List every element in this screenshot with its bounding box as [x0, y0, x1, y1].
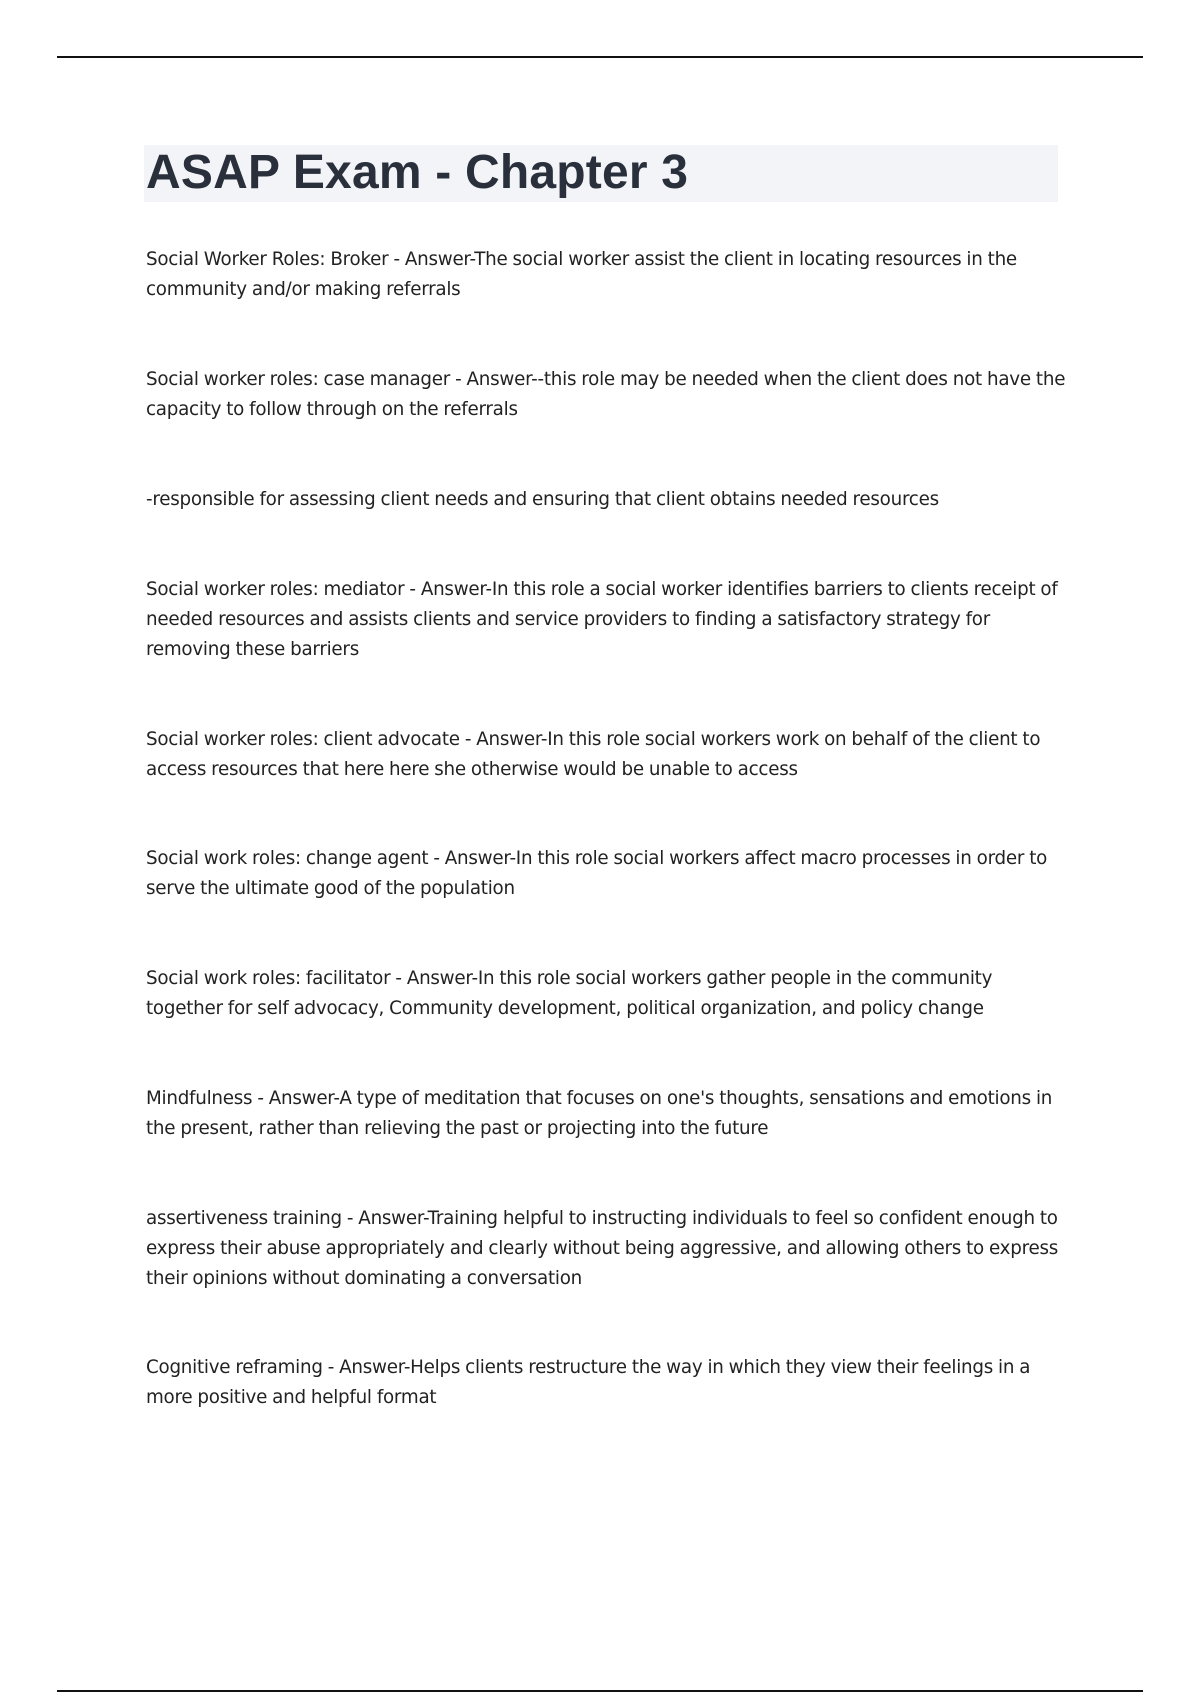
- flashcard-entry: assertiveness training - Answer-Training helpful to instructing individuals to feel so confident enough to express their abuse appropriately and clearly without being aggressive, and allowing others to express their opinions without dominating a conversation: [146, 1208, 1059, 1289]
- flashcard-entry: Social work roles: change agent - Answer-In this role social workers affect macro processes in order to serve the ultimate good of the population: [146, 848, 1048, 899]
- flashcard-entry: Social worker roles: mediator - Answer-In this role a social worker identifies barriers to clients receipt of needed resources and assists clients and service providers to finding a satisfactory strategy for removing these barriers: [146, 579, 1058, 660]
- top-divider: [57, 56, 1143, 58]
- flashcard-entry: Cognitive reframing - Answer-Helps clients restructure the way in which they view their feelings in a more positive and helpful format: [146, 1357, 1031, 1408]
- page-title: ASAP Exam - Chapter 3: [146, 146, 689, 199]
- bottom-divider: [57, 1690, 1143, 1692]
- flashcard-entry: Mindfulness - Answer-A type of meditation that focuses on one's thoughts, sensations and emotions in the present, rather than relieving the past or projecting into the future: [146, 1088, 1053, 1139]
- flashcard-entry: Social worker roles: case manager - Answer--this role may be needed when the client does not have the capacity to follow through on the referrals: [146, 369, 1066, 420]
- flashcard-entry: -responsible for assessing client needs and ensuring that client obtains needed resources: [146, 489, 939, 510]
- flashcard-entry: Social Worker Roles: Broker - Answer-The social worker assist the client in locating resources in the community and/or making referrals: [146, 249, 1017, 300]
- flashcard-entry: Social worker roles: client advocate - Answer-In this role social workers work on behalf of the client to access resources that here here she otherwise would be unable to access: [146, 729, 1041, 780]
- flashcard-entry: Social work roles: facilitator - Answer-In this role social workers gather people in the community together for self advocacy, Community development, political organization, and policy change: [146, 968, 993, 1019]
